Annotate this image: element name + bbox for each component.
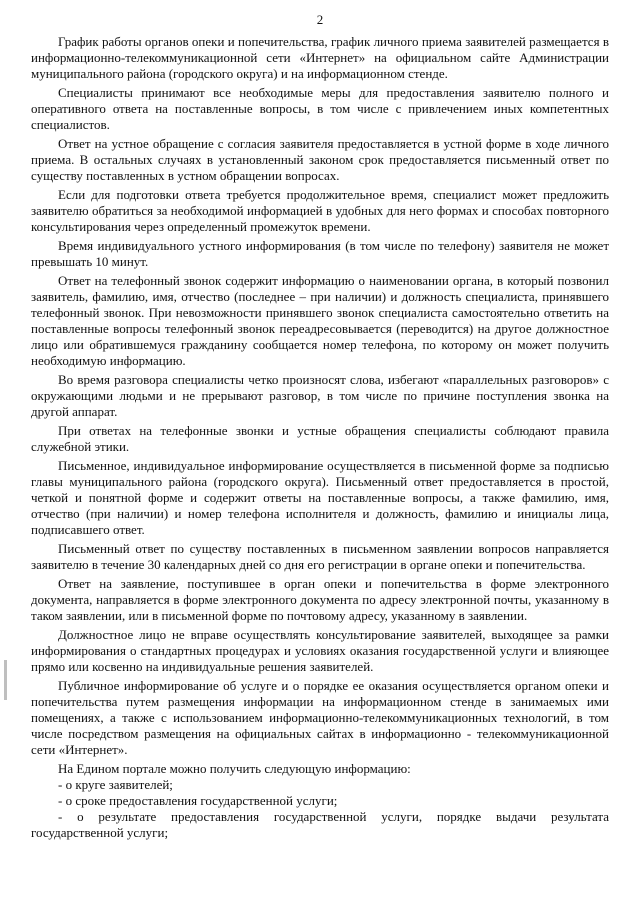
- list-item: - о сроке предоставления государственной услуги;: [58, 793, 338, 808]
- list-item: - о круге заявителей;: [58, 777, 173, 792]
- paragraph: Публичное информирование об услуге и о порядке ее оказания осуществляется органом опеки и попечительства путем размещения информации на информационном стенде в занимаемых ими помещениях, а также с использованием информационно-телекоммуникационных технологий, в том числе посредством размещения на официальных сайтах в информационно - телекоммуникационной сети «Интернет».: [31, 678, 609, 757]
- paragraph: На Едином портале можно получить следующую информацию:: [58, 761, 411, 776]
- paragraph: Ответ на заявление, поступившее в орган опеки и попечительства в форме электронного документа, направляется в форме электронного документа по адресу электронной почты, указанному в таком заявлении, или в письменной форме по почтовому адресу, указанному в заявлении.: [31, 576, 609, 623]
- list-item: - о результате предоставления государственной услуги, порядке выдачи результата государственной услуги;: [31, 809, 609, 840]
- paragraph: Письменный ответ по существу поставленных в письменном заявлении вопросов направляется заявителю в течение 30 календарных дней со дня его регистрации в органе опеки и попечительства.: [31, 541, 609, 572]
- page-number: 2: [316, 12, 324, 27]
- paragraph: Во время разговора специалисты четко произносят слова, избегают «параллельных разговоров» с окружающими людьми и не прерывают разговор, в том числе по причине поступления звонка на другой аппарат.: [31, 372, 609, 419]
- paragraph: Специалисты принимают все необходимые меры для предоставления заявителю полного и оперативного ответа на поставленные вопросы, в том числе с привлечением иных компетентных специалистов.: [31, 85, 609, 132]
- paragraph: Если для подготовки ответа требуется продолжительное время, специалист может предложить заявителю обратиться за необходимой информацией в удобных для него формах и способах повторного консультирования через определенный промежуток времени.: [31, 187, 609, 234]
- paragraph: Ответ на телефонный звонок содержит информацию о наименовании органа, в который позвонил заявитель, фамилию, имя, отчество (последнее – при наличии) и должность специалиста, принявшего телефонный звонок. При невозможности принявшего звонок специалиста самостоятельно ответить на поставленные вопросы телефонный звонок переадресовывается (переводится) на другое должностное лицо или обратившемуся гражданину сообщается номер телефона, по которому он может получить необходимую информацию.: [31, 273, 609, 368]
- paragraph: График работы органов опеки и попечительства, график личного приема заявителей размещается в информационно-телекоммуникационной сети «Интернет» на официальном сайте Администрации муниципального района (городского округа) и на информационном стенде.: [31, 34, 609, 81]
- paragraph: Письменное, индивидуальное информирование осуществляется в письменной форме за подписью главы муниципального района (городского округа). Письменный ответ предоставляется в простой, четкой и понятной форме и содержит ответы на поставленные вопросы, а также фамилию, имя, отчество (при наличии) и номер телефона исполнителя и должность, фамилию и инициалы лица, подписавшего ответ.: [31, 458, 609, 537]
- paragraph: Ответ на устное обращение с согласия заявителя предоставляется в устной форме в ходе личного приема. В остальных случаях в установленный законом срок предоставляется письменный ответ по существу поставленных в устном обращении вопросах.: [31, 136, 609, 183]
- document-body: [31, 34, 609, 841]
- paragraph: Должностное лицо не вправе осуществлять консультирование заявителей, выходящее за рамки информирования о стандартных процедурах и условиях оказания государственной услуги и влияющее прямо или косвенно на индивидуальные решения заявителей.: [31, 627, 609, 674]
- paragraph: При ответах на телефонные звонки и устные обращения специалисты соблюдают правила служебной этики.: [31, 423, 609, 454]
- paragraph: Время индивидуального устного информирования (в том числе по телефону) заявителя не может превышать 10 минут.: [31, 238, 609, 269]
- left-margin-scan-mark: [4, 660, 7, 700]
